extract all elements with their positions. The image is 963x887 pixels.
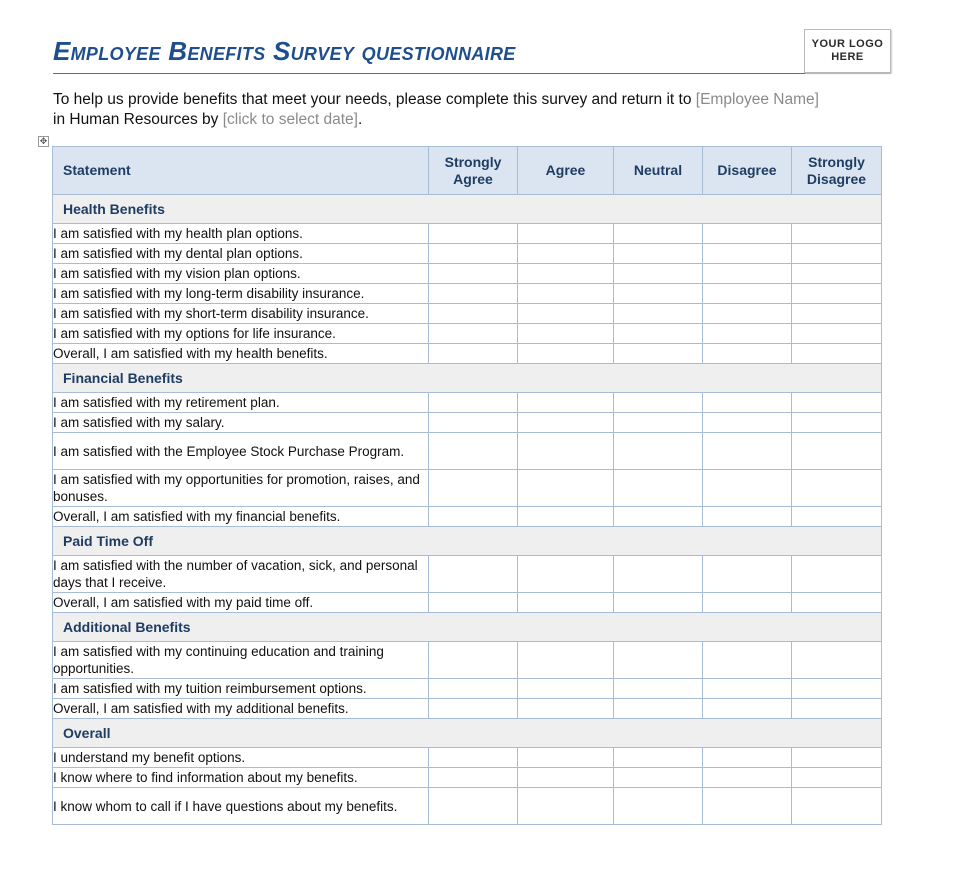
response-cell-strongly-disagree[interactable]	[792, 768, 882, 788]
response-cell-disagree[interactable]	[703, 593, 792, 613]
response-cell-neutral[interactable]	[614, 699, 703, 719]
section-row-financial-benefits	[53, 364, 882, 393]
response-cell-agree[interactable]	[518, 679, 614, 699]
statement-cell: I am satisfied with my long-term disability insurance.	[53, 284, 429, 304]
response-cell-agree[interactable]	[518, 244, 614, 264]
intro-text-1: To help us provide benefits that meet your needs, please complete this survey and return it to	[53, 91, 696, 108]
table-row	[53, 470, 882, 507]
table-row	[53, 699, 882, 719]
response-cell-strongly-disagree[interactable]	[792, 699, 882, 719]
intro-paragraph	[53, 90, 913, 130]
table-row	[53, 264, 882, 284]
response-cell-strongly-agree[interactable]	[429, 556, 518, 593]
response-cell-strongly-disagree[interactable]	[792, 748, 882, 768]
response-cell-neutral[interactable]	[614, 393, 703, 413]
statement-cell: I am satisfied with my salary.	[53, 413, 429, 433]
response-cell-disagree[interactable]	[703, 699, 792, 719]
response-cell-neutral[interactable]	[614, 768, 703, 788]
response-cell-agree[interactable]	[518, 507, 614, 527]
date-picker-field[interactable]: [click to select date]	[222, 111, 358, 128]
response-cell-neutral[interactable]	[614, 642, 703, 679]
response-cell-strongly-agree[interactable]	[429, 344, 518, 364]
response-cell-agree[interactable]	[518, 264, 614, 284]
response-cell-disagree[interactable]	[703, 679, 792, 699]
response-cell-strongly-disagree[interactable]	[792, 507, 882, 527]
table-row	[53, 593, 882, 613]
statement-cell: I am satisfied with my options for life insurance.	[53, 324, 429, 344]
title-divider	[53, 73, 891, 74]
response-cell-agree[interactable]	[518, 699, 614, 719]
response-cell-agree[interactable]	[518, 304, 614, 324]
response-cell-disagree[interactable]	[703, 224, 792, 244]
response-cell-disagree[interactable]	[703, 470, 792, 507]
logo-text: YOUR LOGO HERE	[811, 38, 884, 63]
statement-cell: Overall, I am satisfied with my financial benefits.	[53, 507, 429, 527]
response-cell-strongly-disagree[interactable]	[792, 393, 882, 413]
statement-cell: I am satisfied with the Employee Stock Purchase Program.	[53, 433, 429, 470]
table-row	[53, 642, 882, 679]
response-cell-agree[interactable]	[518, 768, 614, 788]
response-cell-agree[interactable]	[518, 642, 614, 679]
response-cell-neutral[interactable]	[614, 284, 703, 304]
response-cell-neutral[interactable]	[614, 244, 703, 264]
response-cell-strongly-disagree[interactable]	[792, 556, 882, 593]
employee-name-field[interactable]: [Employee Name]	[695, 91, 819, 108]
response-cell-strongly-disagree[interactable]	[792, 344, 882, 364]
response-cell-neutral[interactable]	[614, 324, 703, 344]
table-row	[53, 556, 882, 593]
statement-cell: I am satisfied with my tuition reimbursement options.	[53, 679, 429, 699]
column-header-statement: Statement	[53, 147, 429, 195]
intro-text-3: .	[357, 111, 363, 128]
section-row-paid-time-off	[53, 527, 882, 556]
response-cell-agree[interactable]	[518, 324, 614, 344]
response-cell-neutral[interactable]	[614, 748, 703, 768]
response-cell-strongly-agree[interactable]	[429, 768, 518, 788]
response-cell-strongly-disagree[interactable]	[792, 788, 882, 825]
statement-cell: I am satisfied with my dental plan options.	[53, 244, 429, 264]
response-cell-strongly-agree[interactable]	[429, 507, 518, 527]
statement-cell: I understand my benefit options.	[53, 748, 429, 768]
response-cell-agree[interactable]	[518, 284, 614, 304]
response-cell-strongly-disagree[interactable]	[792, 224, 882, 244]
table-row	[53, 224, 882, 244]
section-row-additional-benefits	[53, 613, 882, 642]
survey-table	[52, 146, 882, 825]
response-cell-strongly-agree[interactable]	[429, 642, 518, 679]
statement-cell: I am satisfied with my health plan options.	[53, 224, 429, 244]
section-title: Paid Time Off	[53, 527, 882, 556]
response-cell-neutral[interactable]	[614, 344, 703, 364]
section-title: Overall	[53, 719, 882, 748]
response-cell-strongly-agree[interactable]	[429, 470, 518, 507]
statement-cell: I know whom to call if I have questions about my benefits.	[53, 788, 429, 825]
response-cell-strongly-agree[interactable]	[429, 393, 518, 413]
intro-text-2: in Human Resources by	[53, 111, 223, 128]
response-cell-disagree[interactable]	[703, 284, 792, 304]
response-cell-strongly-agree[interactable]	[429, 593, 518, 613]
statement-cell: I am satisfied with my continuing education and training opportunities.	[53, 642, 429, 679]
response-cell-strongly-disagree[interactable]	[792, 324, 882, 344]
response-cell-disagree[interactable]	[703, 642, 792, 679]
statement-cell: I am satisfied with my opportunities for promotion, raises, and bonuses.	[53, 470, 429, 507]
response-cell-disagree[interactable]	[703, 788, 792, 825]
table-row	[53, 284, 882, 304]
response-cell-strongly-agree[interactable]	[429, 264, 518, 284]
response-cell-agree[interactable]	[518, 393, 614, 413]
response-cell-strongly-agree[interactable]	[429, 699, 518, 719]
section-title: Financial Benefits	[53, 364, 882, 393]
response-cell-agree[interactable]	[518, 224, 614, 244]
response-cell-neutral[interactable]	[614, 224, 703, 244]
column-header-disagree: Disagree	[703, 147, 792, 195]
response-cell-strongly-agree[interactable]	[429, 304, 518, 324]
column-header-agree: Agree	[518, 147, 614, 195]
logo-placeholder[interactable]	[804, 29, 891, 73]
response-cell-neutral[interactable]	[614, 556, 703, 593]
response-cell-disagree[interactable]	[703, 304, 792, 324]
response-cell-strongly-disagree[interactable]	[792, 470, 882, 507]
column-header-strongly-agree: Strongly Agree	[429, 147, 518, 195]
table-move-handle-icon[interactable]: ✥	[39, 136, 48, 146]
response-cell-agree[interactable]	[518, 344, 614, 364]
response-cell-neutral[interactable]	[614, 413, 703, 433]
statement-cell: I am satisfied with my short-term disability insurance.	[53, 304, 429, 324]
statement-cell: I am satisfied with the number of vacation, sick, and personal days that I receive.	[53, 556, 429, 593]
table-row	[53, 768, 882, 788]
response-cell-strongly-disagree[interactable]	[792, 304, 882, 324]
response-cell-strongly-disagree[interactable]	[792, 642, 882, 679]
response-cell-strongly-agree[interactable]	[429, 224, 518, 244]
column-header-strongly-disagree: Strongly Disagree	[792, 147, 882, 195]
table-row	[53, 788, 882, 825]
response-cell-strongly-disagree[interactable]	[792, 413, 882, 433]
table-row	[53, 324, 882, 344]
statement-cell: I am satisfied with my retirement plan.	[53, 393, 429, 413]
statement-cell: I know where to find information about my benefits.	[53, 768, 429, 788]
response-cell-strongly-agree[interactable]	[429, 788, 518, 825]
response-cell-strongly-agree[interactable]	[429, 244, 518, 264]
response-cell-agree[interactable]	[518, 470, 614, 507]
section-title: Health Benefits	[53, 195, 882, 224]
response-cell-strongly-disagree[interactable]	[792, 244, 882, 264]
table-row	[53, 393, 882, 413]
table-row	[53, 244, 882, 264]
response-cell-neutral[interactable]	[614, 788, 703, 825]
statement-cell: Overall, I am satisfied with my health benefits.	[53, 344, 429, 364]
statement-cell: Overall, I am satisfied with my additional benefits.	[53, 699, 429, 719]
response-cell-strongly-agree[interactable]	[429, 324, 518, 344]
response-cell-neutral[interactable]	[614, 470, 703, 507]
response-cell-strongly-agree[interactable]	[429, 748, 518, 768]
response-cell-strongly-agree[interactable]	[429, 284, 518, 304]
section-title: Additional Benefits	[53, 613, 882, 642]
response-cell-agree[interactable]	[518, 433, 614, 470]
response-cell-disagree[interactable]	[703, 748, 792, 768]
response-cell-strongly-agree[interactable]	[429, 433, 518, 470]
statement-cell: Overall, I am satisfied with my paid time off.	[53, 593, 429, 613]
response-cell-strongly-disagree[interactable]	[792, 679, 882, 699]
response-cell-neutral[interactable]	[614, 433, 703, 470]
response-cell-disagree[interactable]	[703, 264, 792, 284]
response-cell-agree[interactable]	[518, 413, 614, 433]
response-cell-neutral[interactable]	[614, 264, 703, 284]
column-header-neutral: Neutral	[614, 147, 703, 195]
page-title: Employee Benefits Survey questionnaire	[53, 36, 516, 66]
response-cell-disagree[interactable]	[703, 393, 792, 413]
response-cell-strongly-disagree[interactable]	[792, 284, 882, 304]
response-cell-agree[interactable]	[518, 593, 614, 613]
response-cell-disagree[interactable]	[703, 768, 792, 788]
response-cell-disagree[interactable]	[703, 244, 792, 264]
response-cell-disagree[interactable]	[703, 556, 792, 593]
response-cell-strongly-agree[interactable]	[429, 679, 518, 699]
table-row	[53, 304, 882, 324]
response-cell-neutral[interactable]	[614, 593, 703, 613]
table-row	[53, 433, 882, 470]
response-cell-disagree[interactable]	[703, 433, 792, 470]
response-cell-disagree[interactable]	[703, 413, 792, 433]
response-cell-strongly-disagree[interactable]	[792, 264, 882, 284]
response-cell-neutral[interactable]	[614, 507, 703, 527]
response-cell-agree[interactable]	[518, 748, 614, 768]
response-cell-neutral[interactable]	[614, 304, 703, 324]
response-cell-disagree[interactable]	[703, 507, 792, 527]
response-cell-agree[interactable]	[518, 556, 614, 593]
section-row-health-benefits	[53, 195, 882, 224]
table-row	[53, 679, 882, 699]
statement-cell: I am satisfied with my vision plan options.	[53, 264, 429, 284]
response-cell-neutral[interactable]	[614, 679, 703, 699]
table-row	[53, 507, 882, 527]
response-cell-disagree[interactable]	[703, 324, 792, 344]
table-row	[53, 344, 882, 364]
response-cell-strongly-agree[interactable]	[429, 413, 518, 433]
table-row	[53, 413, 882, 433]
response-cell-agree[interactable]	[518, 788, 614, 825]
response-cell-strongly-disagree[interactable]	[792, 593, 882, 613]
table-row	[53, 748, 882, 768]
section-row-overall	[53, 719, 882, 748]
response-cell-strongly-disagree[interactable]	[792, 433, 882, 470]
response-cell-disagree[interactable]	[703, 344, 792, 364]
table-header-row	[53, 147, 882, 195]
